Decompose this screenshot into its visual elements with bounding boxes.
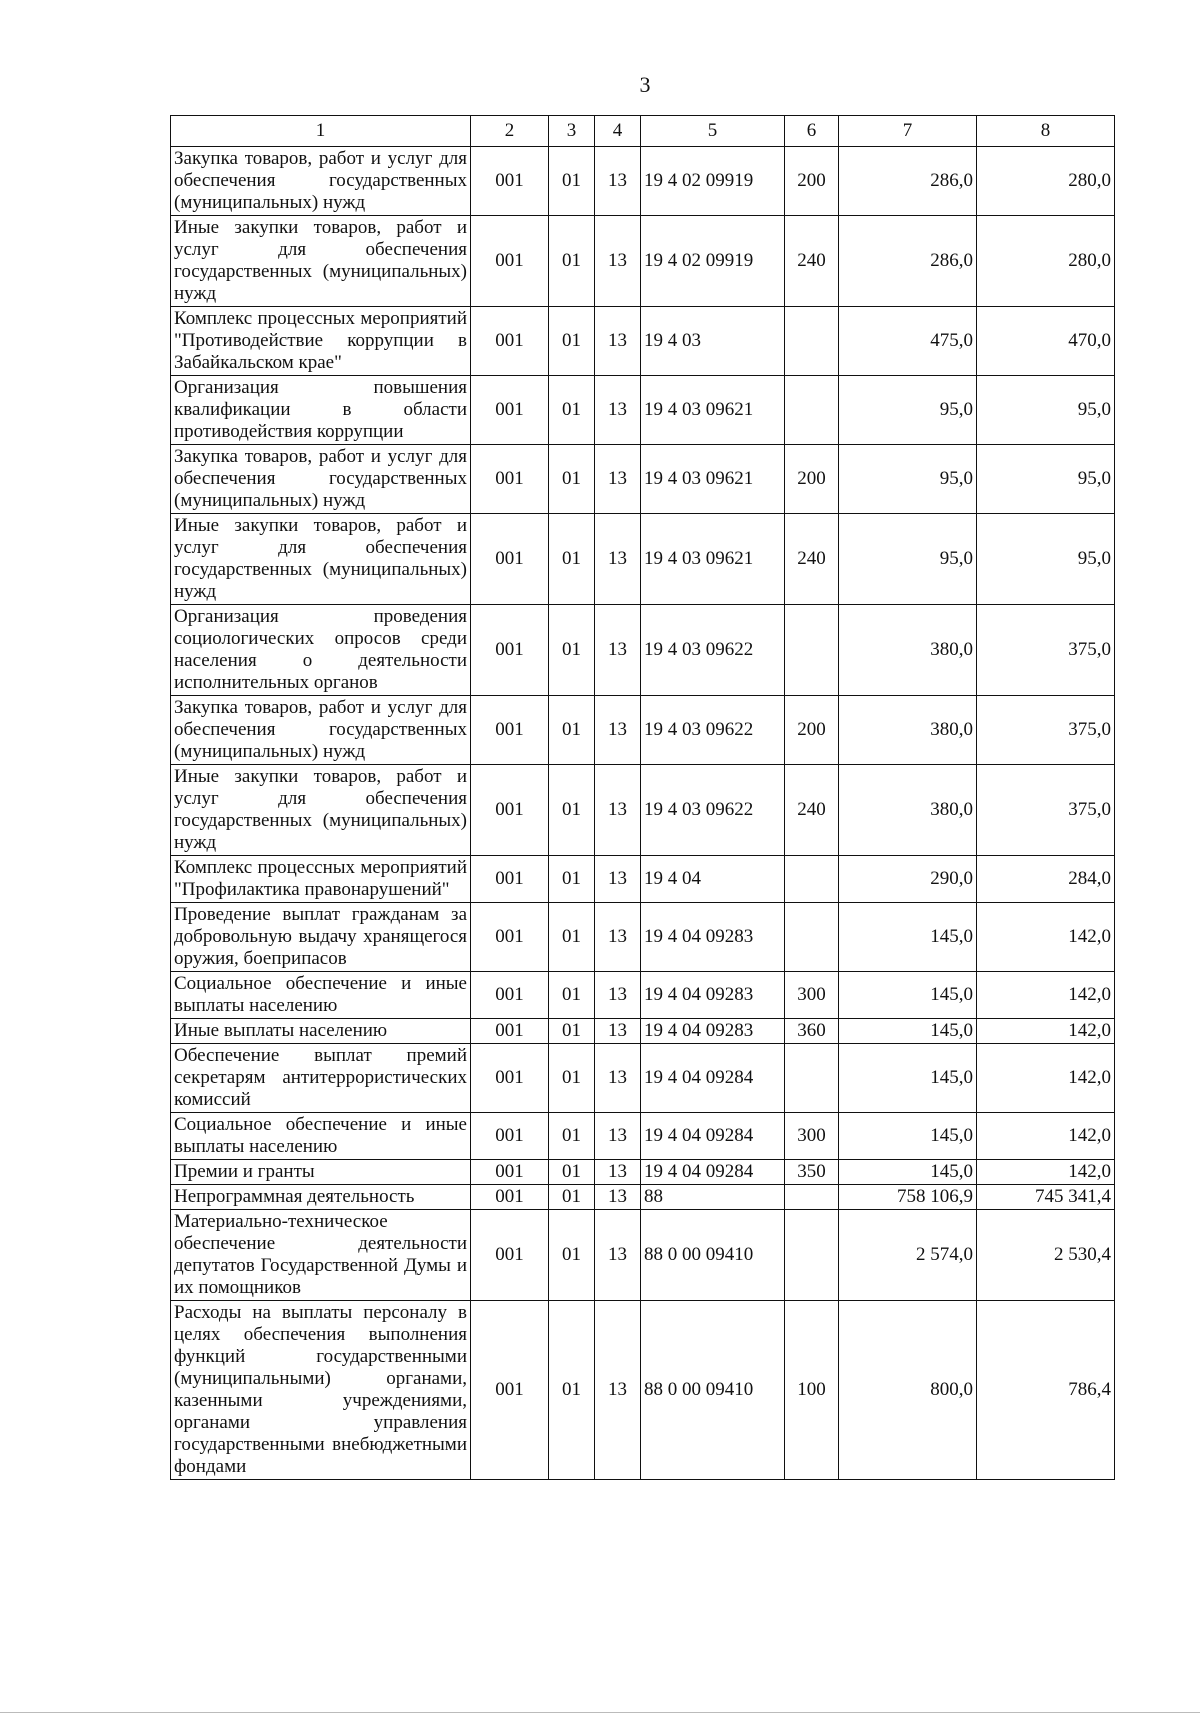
ministry-code-cell: 001 (471, 856, 549, 903)
subsection-code-cell: 13 (595, 1113, 641, 1160)
subsection-code-cell: 13 (595, 1185, 641, 1210)
section-code-cell: 01 (549, 216, 595, 307)
amount-col7-cell: 145,0 (839, 972, 977, 1019)
subsection-code-cell: 13 (595, 1044, 641, 1113)
amount-col8-cell: 375,0 (977, 696, 1115, 765)
amount-col8-cell: 95,0 (977, 514, 1115, 605)
ministry-code-cell: 001 (471, 605, 549, 696)
target-article-cell: 19 4 03 (641, 307, 785, 376)
ministry-code-cell: 001 (471, 445, 549, 514)
target-article-cell: 19 4 03 09621 (641, 514, 785, 605)
column-header-8: 8 (977, 116, 1115, 147)
subsection-code-cell: 13 (595, 1160, 641, 1185)
column-header-7: 7 (839, 116, 977, 147)
table-row (171, 856, 1115, 903)
amount-col8-cell: 2 530,4 (977, 1210, 1115, 1301)
table-row (171, 1301, 1115, 1480)
table-row (171, 147, 1115, 216)
section-code-cell: 01 (549, 765, 595, 856)
expense-type-cell: 300 (785, 1113, 839, 1160)
column-header-1: 1 (171, 116, 471, 147)
amount-col7-cell: 758 106,9 (839, 1185, 977, 1210)
subsection-code-cell: 13 (595, 216, 641, 307)
expense-name-cell: Социальное обеспечение и иные выплаты населению (171, 972, 471, 1019)
expense-name-cell: Социальное обеспечение и иные выплаты населению (171, 1113, 471, 1160)
section-code-cell: 01 (549, 1160, 595, 1185)
target-article-cell: 19 4 02 09919 (641, 216, 785, 307)
target-article-cell: 19 4 04 09284 (641, 1160, 785, 1185)
target-article-cell: 19 4 04 09284 (641, 1044, 785, 1113)
expense-name-cell: Организация повышения квалификации в области противодействия коррупции (171, 376, 471, 445)
expense-type-cell (785, 1185, 839, 1210)
section-code-cell: 01 (549, 1044, 595, 1113)
expense-name-cell: Иные закупки товаров, работ и услуг для обеспечения государственных (муниципальных) нужд (171, 765, 471, 856)
ministry-code-cell: 001 (471, 514, 549, 605)
expense-name-cell: Обеспечение выплат премий секретарям антитеррористических комиссий (171, 1044, 471, 1113)
column-header-6: 6 (785, 116, 839, 147)
expense-type-cell: 350 (785, 1160, 839, 1185)
expense-type-cell (785, 307, 839, 376)
subsection-code-cell: 13 (595, 1301, 641, 1480)
amount-col7-cell: 286,0 (839, 216, 977, 307)
amount-col8-cell: 284,0 (977, 856, 1115, 903)
target-article-cell: 88 0 00 09410 (641, 1210, 785, 1301)
expense-type-cell: 300 (785, 972, 839, 1019)
amount-col8-cell: 142,0 (977, 1160, 1115, 1185)
amount-col7-cell: 95,0 (839, 445, 977, 514)
amount-col7-cell: 145,0 (839, 1160, 977, 1185)
subsection-code-cell: 13 (595, 605, 641, 696)
amount-col8-cell: 375,0 (977, 605, 1115, 696)
expense-type-cell: 200 (785, 696, 839, 765)
section-code-cell: 01 (549, 972, 595, 1019)
expense-name-cell: Закупка товаров, работ и услуг для обеспечения государственных (муниципальных) нужд (171, 147, 471, 216)
target-article-cell: 88 (641, 1185, 785, 1210)
amount-col8-cell: 786,4 (977, 1301, 1115, 1480)
table-row (171, 1044, 1115, 1113)
expense-type-cell (785, 1210, 839, 1301)
budget-table (170, 115, 1115, 1480)
section-code-cell: 01 (549, 856, 595, 903)
section-code-cell: 01 (549, 696, 595, 765)
target-article-cell: 19 4 03 09622 (641, 696, 785, 765)
amount-col8-cell: 745 341,4 (977, 1185, 1115, 1210)
amount-col8-cell: 142,0 (977, 1019, 1115, 1044)
table-row (171, 514, 1115, 605)
table-body (171, 147, 1115, 1480)
ministry-code-cell: 001 (471, 1301, 549, 1480)
subsection-code-cell: 13 (595, 856, 641, 903)
section-code-cell: 01 (549, 1210, 595, 1301)
expense-name-cell: Иные выплаты населению (171, 1019, 471, 1044)
amount-col8-cell: 470,0 (977, 307, 1115, 376)
table-row (171, 376, 1115, 445)
subsection-code-cell: 13 (595, 903, 641, 972)
expense-name-cell: Комплекс процессных мероприятий "Противодействие коррупции в Забайкальском крае" (171, 307, 471, 376)
column-header-3: 3 (549, 116, 595, 147)
expense-type-cell (785, 1044, 839, 1113)
subsection-code-cell: 13 (595, 376, 641, 445)
expense-type-cell: 100 (785, 1301, 839, 1480)
target-article-cell: 19 4 04 09284 (641, 1113, 785, 1160)
table-row (171, 1210, 1115, 1301)
amount-col7-cell: 95,0 (839, 514, 977, 605)
ministry-code-cell: 001 (471, 216, 549, 307)
amount-col7-cell: 2 574,0 (839, 1210, 977, 1301)
amount-col7-cell: 145,0 (839, 1044, 977, 1113)
table-header-row (171, 116, 1115, 147)
expense-name-cell: Иные закупки товаров, работ и услуг для обеспечения государственных (муниципальных) нужд (171, 514, 471, 605)
expense-name-cell: Непрограммная деятельность (171, 1185, 471, 1210)
column-header-5: 5 (641, 116, 785, 147)
amount-col8-cell: 95,0 (977, 445, 1115, 514)
ministry-code-cell: 001 (471, 1019, 549, 1044)
subsection-code-cell: 13 (595, 765, 641, 856)
ministry-code-cell: 001 (471, 1210, 549, 1301)
ministry-code-cell: 001 (471, 972, 549, 1019)
page-number: 3 (639, 72, 651, 97)
amount-col7-cell: 290,0 (839, 856, 977, 903)
ministry-code-cell: 001 (471, 1160, 549, 1185)
table-row (171, 972, 1115, 1019)
expense-type-cell: 240 (785, 216, 839, 307)
target-article-cell: 88 0 00 09410 (641, 1301, 785, 1480)
expense-type-cell (785, 376, 839, 445)
target-article-cell: 19 4 03 09622 (641, 765, 785, 856)
expense-type-cell (785, 903, 839, 972)
target-article-cell: 19 4 04 09283 (641, 903, 785, 972)
expense-type-cell (785, 856, 839, 903)
amount-col8-cell: 142,0 (977, 903, 1115, 972)
table-row (171, 765, 1115, 856)
target-article-cell: 19 4 03 09621 (641, 445, 785, 514)
section-code-cell: 01 (549, 1301, 595, 1480)
table-row (171, 307, 1115, 376)
amount-col7-cell: 380,0 (839, 765, 977, 856)
expense-type-cell: 360 (785, 1019, 839, 1044)
expense-name-cell: Комплекс процессных мероприятий "Профилактика правонарушений" (171, 856, 471, 903)
subsection-code-cell: 13 (595, 147, 641, 216)
subsection-code-cell: 13 (595, 445, 641, 514)
subsection-code-cell: 13 (595, 972, 641, 1019)
amount-col7-cell: 145,0 (839, 903, 977, 972)
amount-col7-cell: 286,0 (839, 147, 977, 216)
expense-type-cell: 240 (785, 765, 839, 856)
ministry-code-cell: 001 (471, 1044, 549, 1113)
column-header-4: 4 (595, 116, 641, 147)
table-row (171, 1185, 1115, 1210)
scan-edge-line (0, 1712, 1200, 1713)
expense-name-cell: Закупка товаров, работ и услуг для обеспечения государственных (муниципальных) нужд (171, 696, 471, 765)
amount-col7-cell: 145,0 (839, 1019, 977, 1044)
table-row (171, 1160, 1115, 1185)
expense-name-cell: Расходы на выплаты персоналу в целях обеспечения выполнения функций государственными (муниципальными) органами, казенными учреждениями, органами управления государственными внебюджетными фондами (171, 1301, 471, 1480)
subsection-code-cell: 13 (595, 696, 641, 765)
amount-col8-cell: 280,0 (977, 216, 1115, 307)
section-code-cell: 01 (549, 1019, 595, 1044)
table-row (171, 216, 1115, 307)
ministry-code-cell: 001 (471, 376, 549, 445)
amount-col7-cell: 380,0 (839, 605, 977, 696)
amount-col7-cell: 95,0 (839, 376, 977, 445)
amount-col7-cell: 380,0 (839, 696, 977, 765)
column-header-2: 2 (471, 116, 549, 147)
section-code-cell: 01 (549, 445, 595, 514)
target-article-cell: 19 4 03 09622 (641, 605, 785, 696)
ministry-code-cell: 001 (471, 765, 549, 856)
table-row (171, 903, 1115, 972)
expense-name-cell: Материально-техническое обеспечение деятельности депутатов Государственной Думы и их помощников (171, 1210, 471, 1301)
expense-type-cell (785, 605, 839, 696)
expense-type-cell: 240 (785, 514, 839, 605)
section-code-cell: 01 (549, 376, 595, 445)
ministry-code-cell: 001 (471, 147, 549, 216)
expense-name-cell: Проведение выплат гражданам за добровольную выдачу хранящегося оружия, боеприпасов (171, 903, 471, 972)
expense-type-cell: 200 (785, 147, 839, 216)
expense-name-cell: Организация проведения социологических опросов среди населения о деятельности исполнительных органов (171, 605, 471, 696)
expense-name-cell: Закупка товаров, работ и услуг для обеспечения государственных (муниципальных) нужд (171, 445, 471, 514)
ministry-code-cell: 001 (471, 903, 549, 972)
subsection-code-cell: 13 (595, 1019, 641, 1044)
amount-col8-cell: 375,0 (977, 765, 1115, 856)
table-row (171, 1113, 1115, 1160)
ministry-code-cell: 001 (471, 696, 549, 765)
target-article-cell: 19 4 02 09919 (641, 147, 785, 216)
target-article-cell: 19 4 03 09621 (641, 376, 785, 445)
expense-type-cell: 200 (785, 445, 839, 514)
subsection-code-cell: 13 (595, 514, 641, 605)
section-code-cell: 01 (549, 514, 595, 605)
target-article-cell: 19 4 04 09283 (641, 972, 785, 1019)
subsection-code-cell: 13 (595, 307, 641, 376)
ministry-code-cell: 001 (471, 307, 549, 376)
table-row (171, 605, 1115, 696)
expense-name-cell: Иные закупки товаров, работ и услуг для обеспечения государственных (муниципальных) нужд (171, 216, 471, 307)
amount-col7-cell: 145,0 (839, 1113, 977, 1160)
table-row (171, 445, 1115, 514)
target-article-cell: 19 4 04 09283 (641, 1019, 785, 1044)
amount-col8-cell: 95,0 (977, 376, 1115, 445)
section-code-cell: 01 (549, 1185, 595, 1210)
amount-col8-cell: 142,0 (977, 1044, 1115, 1113)
ministry-code-cell: 001 (471, 1185, 549, 1210)
ministry-code-cell: 001 (471, 1113, 549, 1160)
amount-col8-cell: 142,0 (977, 972, 1115, 1019)
amount-col8-cell: 142,0 (977, 1113, 1115, 1160)
expense-name-cell: Премии и гранты (171, 1160, 471, 1185)
table-row (171, 696, 1115, 765)
amount-col8-cell: 280,0 (977, 147, 1115, 216)
amount-col7-cell: 475,0 (839, 307, 977, 376)
section-code-cell: 01 (549, 605, 595, 696)
amount-col7-cell: 800,0 (839, 1301, 977, 1480)
section-code-cell: 01 (549, 307, 595, 376)
section-code-cell: 01 (549, 1113, 595, 1160)
table-row (171, 1019, 1115, 1044)
section-code-cell: 01 (549, 147, 595, 216)
subsection-code-cell: 13 (595, 1210, 641, 1301)
section-code-cell: 01 (549, 903, 595, 972)
target-article-cell: 19 4 04 (641, 856, 785, 903)
